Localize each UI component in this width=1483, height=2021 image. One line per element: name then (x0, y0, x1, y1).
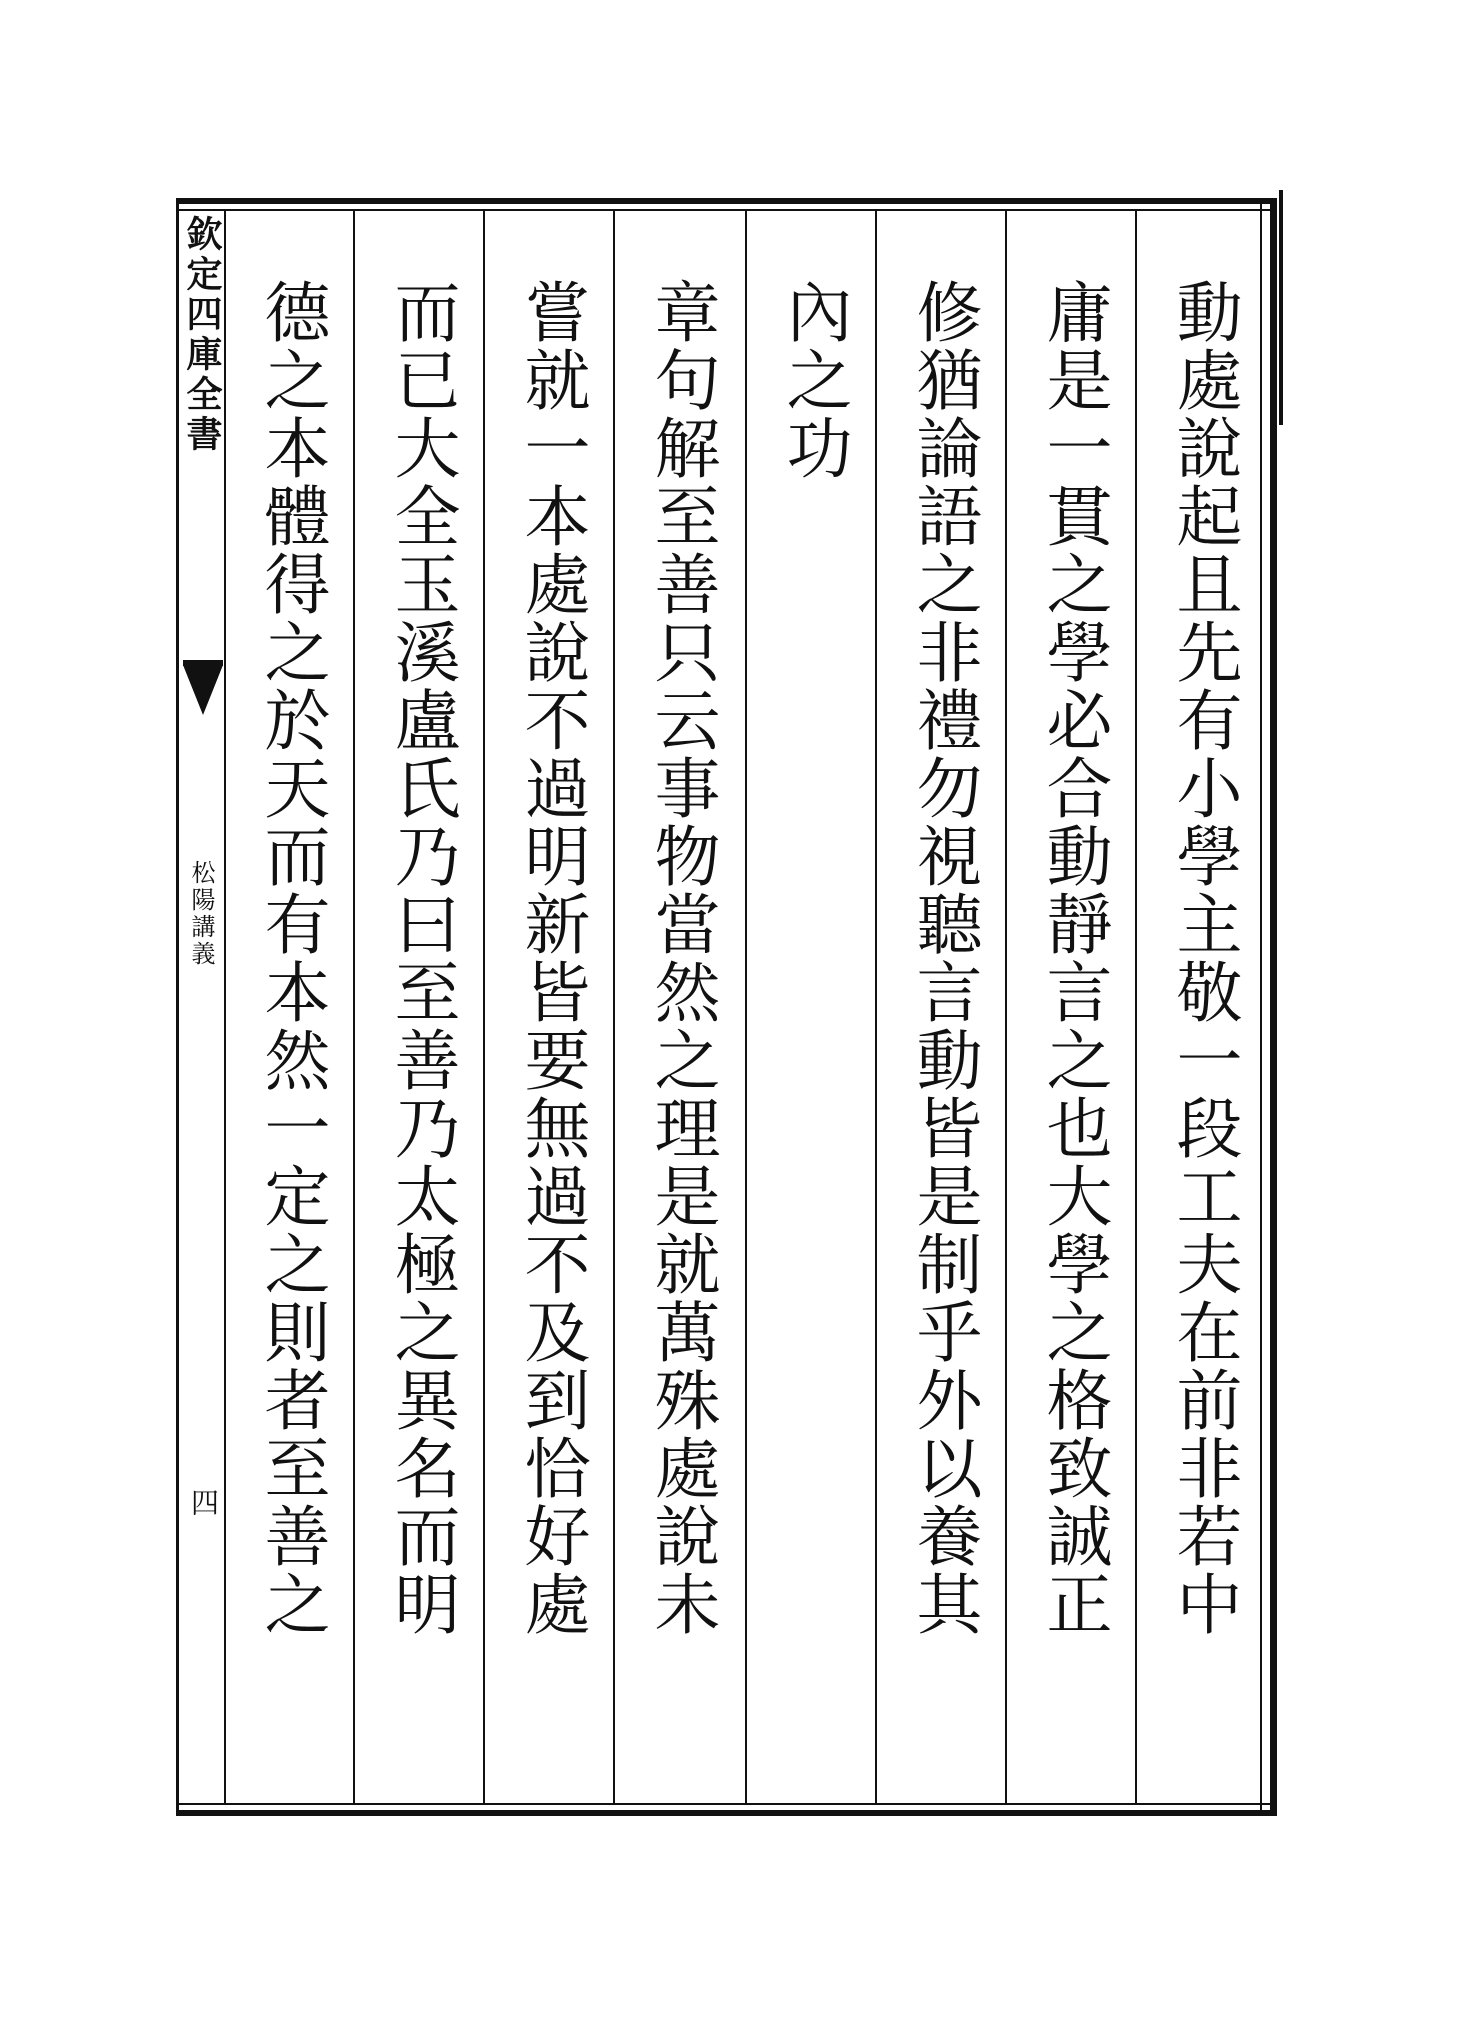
top-border-rule (176, 198, 1277, 204)
margin-title: 欽定四庫全書 (181, 215, 223, 455)
text-column-7: 而已大全玉溪盧氏乃曰至善乃太極之異名而明 (383, 278, 460, 1638)
fishtail-mark (183, 665, 223, 715)
column-divider (613, 211, 615, 1803)
right-border-inner-rule (1260, 198, 1262, 1816)
text-column-3: 修猶論語之非禮勿視聽言動皆是制乎外以養其 (905, 278, 982, 1638)
column-divider (483, 211, 485, 1803)
right-border-accent (1279, 190, 1283, 425)
bottom-border-rule (176, 1810, 1277, 1816)
column-divider (353, 211, 355, 1803)
text-column-2: 庸是一貫之學必合動靜言之也大學之格致誠正 (1035, 278, 1112, 1638)
top-border-inner-rule (176, 209, 1277, 211)
bottom-border-inner-rule (176, 1803, 1277, 1805)
column-divider (745, 211, 747, 1803)
text-column-5: 章句解至善只云事物當然之理是就萬殊處說未 (643, 278, 720, 1638)
column-divider (1005, 211, 1007, 1803)
margin-subtitle: 松陽講義 (187, 860, 215, 968)
column-divider (1135, 211, 1137, 1803)
column-divider (875, 211, 877, 1803)
text-column-1: 動處說起且先有小學主敬一段工夫在前非若中 (1165, 278, 1242, 1638)
text-column-6: 嘗就一本處說不過明新皆要無過不及到恰好處 (513, 278, 590, 1638)
page-number: 四 (187, 1488, 220, 1516)
column-divider (224, 211, 226, 1803)
right-border-rule (1270, 198, 1277, 1816)
text-column-8: 德之本體得之於天而有本然一定之則者至善之 (253, 278, 330, 1638)
text-column-4: 內之功 (775, 278, 852, 482)
